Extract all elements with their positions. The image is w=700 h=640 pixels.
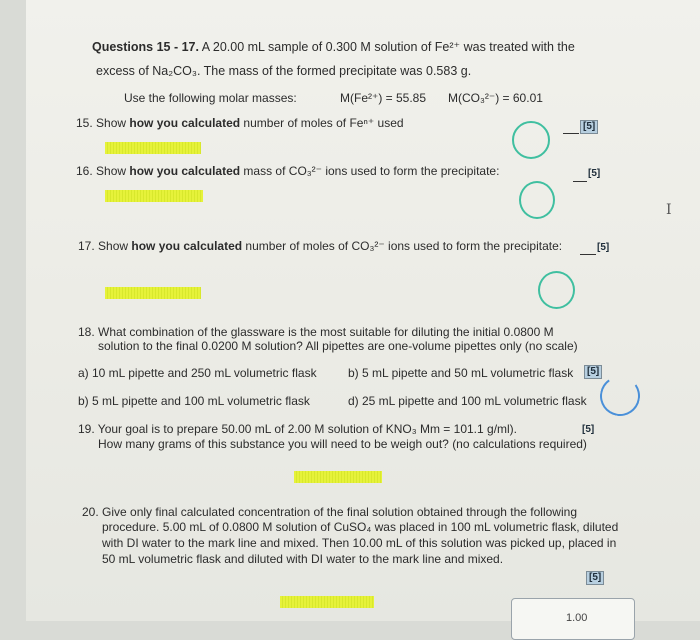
q18-points-badge: [5]	[584, 365, 602, 379]
q15-blank	[563, 133, 579, 134]
worksheet-page	[26, 0, 700, 624]
q17-points: [5]	[597, 242, 610, 253]
q15-pre: Show	[96, 116, 130, 130]
q15-answer-highlight	[105, 142, 201, 154]
q20-line-3: with DI water to the mark line and mixed. Then 10.00 mL of this solution was picked up, placed in	[102, 536, 617, 550]
q16-points: [5]	[588, 168, 601, 179]
q20-answer-highlight	[280, 596, 374, 608]
q19-points: [5]	[582, 424, 595, 435]
q20-answer-text: 1.00	[566, 612, 588, 624]
q17-bold: how you calculated	[131, 239, 243, 253]
q16-circle-mark	[519, 181, 555, 219]
q17-answer-highlight	[105, 287, 201, 299]
q16-number: 16.	[76, 164, 93, 178]
text-cursor-icon: I	[666, 202, 672, 218]
q19-line-1: 19. Your goal is to prepare 50.00 mL of 2.00 M solution of KNO₃ Mm = 101.1 g/ml).	[78, 422, 518, 436]
q18-option-c: b) 5 mL pipette and 100 mL volumetric flask	[78, 394, 310, 408]
q17-blank	[580, 254, 596, 255]
q15-bold: how you calculated	[129, 116, 241, 130]
questions-header	[92, 40, 575, 55]
q16-pre: Show	[96, 164, 130, 178]
intro-line-2: excess of Na₂CO₃. The mass of the formed precipitate was 0.583 g.	[96, 64, 472, 78]
q16-answer-highlight	[105, 190, 203, 202]
q18-option-d: d) 25 mL pipette and 100 mL volumetric flask	[348, 394, 587, 408]
q20-line-1: 20. Give only final calculated concentration of the final solution obtained through the following	[82, 505, 577, 519]
q16-blank	[573, 181, 587, 182]
q15-post: number of moles of Feⁿ⁺ used	[240, 116, 404, 130]
q17-circle-mark	[538, 271, 575, 309]
q16-bold: how you calculated	[129, 164, 241, 178]
q20-line-4: 50 mL volumetric flask and diluted with DI water to the mark line and mixed.	[102, 552, 504, 566]
q19-line-2: How many grams of this substance you will need to be weigh out? (no calculations required)	[98, 437, 587, 451]
question-15	[76, 116, 404, 131]
q18-line-2: solution to the final 0.0200 M solution? All pipettes are one-volume pipettes only (no scale)	[98, 339, 578, 353]
q16-post: mass of CO₃²⁻ ions used to form the precipitate:	[240, 164, 500, 178]
intro-line-1: A 20.00 mL sample of 0.300 M solution of Fe²⁺ was treated with the	[198, 40, 575, 54]
q15-points-badge: [5]	[580, 120, 598, 134]
molar-masses-label: Use the following molar masses:	[124, 91, 297, 105]
q15-number: 15.	[76, 116, 93, 130]
molar-mass-co3: M(CO₃²⁻) = 60.01	[448, 91, 543, 105]
q17-pre: Show	[98, 239, 132, 253]
q15-circle-mark	[512, 121, 550, 159]
question-16	[76, 164, 499, 179]
q18-arc-mark	[597, 373, 643, 419]
molar-mass-fe: M(Fe²⁺) = 55.85	[340, 91, 427, 105]
q17-number: 17.	[78, 239, 95, 253]
q18-line-1: 18. What combination of the glassware is the most suitable for diluting the initial 0.0800 M	[78, 325, 554, 339]
q19-answer-highlight	[294, 471, 382, 483]
q20-answer-box[interactable]	[511, 598, 635, 640]
q17-post: number of moles of CO₃²⁻ ions used to form the precipitate:	[242, 239, 563, 253]
q20-line-2: procedure. 5.00 mL of 0.0800 M solution of CuSO₄ was placed in 100 mL volumetric flask, diluted	[102, 520, 619, 534]
q20-points-badge: [5]	[586, 571, 604, 585]
question-17	[78, 239, 562, 254]
questions-range-title: Questions 15 - 17.	[92, 40, 199, 54]
q18-option-b: b) 5 mL pipette and 50 mL volumetric flask	[348, 366, 574, 380]
q18-option-a: a) 10 mL pipette and 250 mL volumetric flask	[78, 366, 317, 380]
